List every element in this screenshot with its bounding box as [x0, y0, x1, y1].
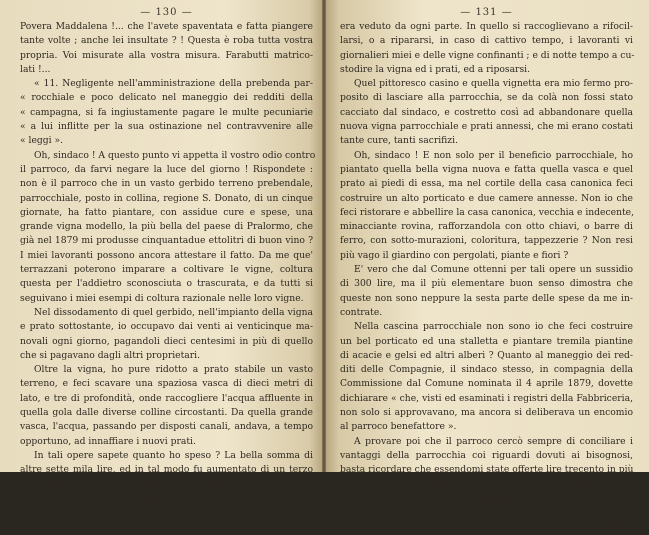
- text-line: posito di lasciare alla parrocchia, se da colà non fossi stato: [340, 92, 633, 104]
- text-line: Povera Maddalena !... che l'avete spaventata e fatta piangere: [20, 21, 313, 32]
- text-line: che si pagavano dagli altri proprietari.: [20, 349, 201, 361]
- text-line: erano morti il vecchio padre, ora stato derubato di 800 lire: [340, 507, 633, 519]
- left-page: [0, 0, 322, 533]
- text-line: « a lui inflitte per la sua ostinazione nel contravvenire alle: [20, 121, 313, 133]
- text-line: Oh, sindaco ! A questo punto vi appetta il vostro odio contro: [34, 149, 316, 161]
- text-line: quella gola dalle diverse colline circostanti. Da quella grande: [20, 407, 313, 419]
- text-line: feci ristorare e abbellire la casa canonica, vecchia e indecente,: [340, 206, 635, 218]
- text-line: Oltre la vigna, ho pure ridotto a prato stabile un vasto: [34, 364, 313, 376]
- text-line: il parroco, da farvi negare la luce del giorno ! Rispondete :: [20, 163, 313, 175]
- text-line: più vago il giardino con pergolati, piante e fiori ?: [340, 249, 569, 261]
- text-line: nel centro della nuova vigna parrocchiale, comperai una vi-: [20, 492, 313, 504]
- text-line: Oh, sindaco ! E non solo per il beneficio parrocchiale, ho: [354, 149, 633, 161]
- text-line: costruire un alto porticato e due camere annesse. Non io che: [340, 192, 633, 204]
- text-line: vasca, l'acqua, passando per disposti canali, andava, a tempo: [20, 421, 313, 433]
- right-page-body: [340, 20, 646, 535]
- text-line: propria. Voi misurate alla vostra misura. Farabutti matrico-: [20, 49, 313, 61]
- text-line: tante cure, tanti sacrifizi.: [340, 135, 459, 147]
- text-line: terreno, e feci scavare una spaziosa vasca di dieci metri di: [20, 378, 313, 390]
- text-line: cato, magnifico casino, che dominava l'immensa vallata, ed: [20, 521, 313, 533]
- text-line: nuova vigna parrocchiale e prati annessi, che mi erano costati: [340, 121, 633, 133]
- text-line: dall'affitto della cascina parrocchiale, io, considerando che l'affit-: [340, 478, 646, 490]
- text-line: piantato quella bella vigna nuova e fatta quella vasca e quel: [340, 163, 633, 175]
- text-line: E' vero che dal Comune ottenni per tali opere un sussidio: [354, 264, 633, 276]
- text-line: giornate, ha fatto piantare, con assidue cure e spese, una: [20, 206, 313, 218]
- text-line: A provare poi che il parroco cercò sempre di conciliare i: [354, 435, 633, 447]
- text-line: terrazzani poterono imparare a coltivare le vigne, coltura: [20, 264, 313, 276]
- text-line: giornalieri miei e delle vigne confinanti ; e di notte tempo a cu-: [340, 49, 635, 61]
- text-line: e prato sottostante, io occupavo dai venti ai venticinque ma-: [20, 321, 313, 333]
- text-line: parrocchiale, posto in collina, regione S. Donato, di un cinque: [20, 192, 313, 204]
- text-line: tante volte ; anche lei insultate ? ! Questa è roba tutta vostra: [20, 35, 313, 47]
- text-line: seguivano i miei esempi di coltura razionale nelle loro vigne.: [20, 292, 304, 304]
- text-line: lati !...: [20, 63, 51, 75]
- text-line: questa per l'addietro sconosciuta o trascurata, e da tutti si: [20, 278, 313, 290]
- text-line: era veduto da ogni parte. In quello si raccoglievano a rifocil-: [340, 21, 633, 32]
- text-line: opportuno, ad innaffiare i nuovi prati.: [20, 435, 196, 447]
- text-line: dichiarare « che, visti ed esaminati i registri della Fabbriceria,: [340, 392, 633, 404]
- text-line: basta ricordare che essendomi state offerte lire trecento in più: [340, 464, 634, 476]
- text-line: minacciante rovina, rafforzandola con otto chiavi, o barre di: [340, 221, 633, 233]
- right-page: [326, 0, 649, 533]
- text-line: vantaggi della parrocchia coi riguardi dovuti ai bisognosi,: [340, 449, 633, 461]
- left-page-body: [20, 20, 316, 535]
- text-line: « campagna, si fa ingiustamente pagare le multe pecuniarie: [20, 106, 313, 118]
- text-line: « leggi ».: [20, 135, 64, 147]
- text-line: già nel 1879 mi produsse cinquantadue ettolitri di buon vino ?: [20, 235, 313, 247]
- text-line: di 300 lire, ma il più elementare buon senso dimostra che: [340, 278, 633, 290]
- text-line: tavolo di quella era molto disgraziato, che in pochi mesi gli: [340, 492, 633, 504]
- text-line: Commissione dal Comune nominata il 4 aprile 1879, dovette: [340, 378, 633, 390]
- text-line: queste non sono neppure la sesta parte delle spese da me in-: [340, 292, 633, 304]
- text-line: contrate.: [340, 306, 383, 318]
- text-line: Nella cascina parrocchiale non sono io che feci costruire: [354, 321, 633, 333]
- text-line: altre sette mila lire, ed in tal modo fu aumentato di un terzo: [20, 464, 313, 476]
- text-line: larsi, o a ripararsi, in caso di cattivo tempo, i lavoranti vi: [340, 35, 633, 47]
- text-line: « rocchiale e poco delicato nel maneggio dei redditi della: [20, 92, 313, 104]
- text-line: un bel porticato ed una stalletta e piantare tremila piantine: [340, 335, 633, 347]
- text-line: di acacie e gelsi ed altri alberi ? Quanto al maneggio dei red-: [340, 349, 633, 361]
- text-line: il reddito parrocchiale. Sul vertice di quell'alta collina, e quasi: [20, 478, 313, 490]
- text-line: stodire la vigna ed i prati, ed a riposarsi.: [340, 63, 531, 75]
- text-line: non è il parroco che in un vasto gerbido terreno prebendale,: [20, 178, 313, 190]
- text-line: I miei lavoranti possono ancora attestare il fatto. Da me que': [20, 249, 313, 261]
- text-line: ferro, con sotto-murazioni, coloritura, tappezzerie ? Non resi: [340, 235, 633, 247]
- text-line: In tali opere sapete quanto ho speso ? La bella somma di: [34, 449, 313, 461]
- page-number: — 130 —: [140, 7, 193, 18]
- text-line: Nel dissodamento di quel gerbido, nell'impianto della vigna: [34, 306, 313, 318]
- text-line: « 11. Negligente nell'amministrazione della prebenda par-: [34, 78, 313, 90]
- page-number: — 131 —: [460, 7, 513, 18]
- text-line: grande vigna modello, la più bella del paese di Pralormo, che: [20, 221, 313, 233]
- text-line: gnetta di tre staia, ed in tal sito feci costruire un alto, spic-: [20, 507, 313, 519]
- text-line: da zingari da lui ospitati, che la sua madre era divenuta ebete,: [340, 521, 633, 533]
- text-line: al parroco benefattore ».: [340, 421, 457, 433]
- text-line: Quel pittoresco casino e quella vignetta era mio fermo pro-: [354, 78, 633, 90]
- text-line: lato, e tre di profondità, onde raccogliere l'acqua affluente in: [20, 392, 313, 404]
- text-line: prato ai piedi di essa, ma nel cortile della casa canonica feci: [340, 178, 633, 190]
- text-line: novali ogni giorno, pagandoli dieci centesimi in più di quello: [20, 335, 313, 347]
- text-line: non solo si approvavano, ma ancora si deliberava un encomio: [340, 407, 633, 419]
- text-line: cacciato dal sindaco, e costretto così ad abbandonare quella: [340, 106, 633, 118]
- text-line: diti delle Compagnie, il sindaco stesso, in compagnia della: [340, 364, 633, 376]
